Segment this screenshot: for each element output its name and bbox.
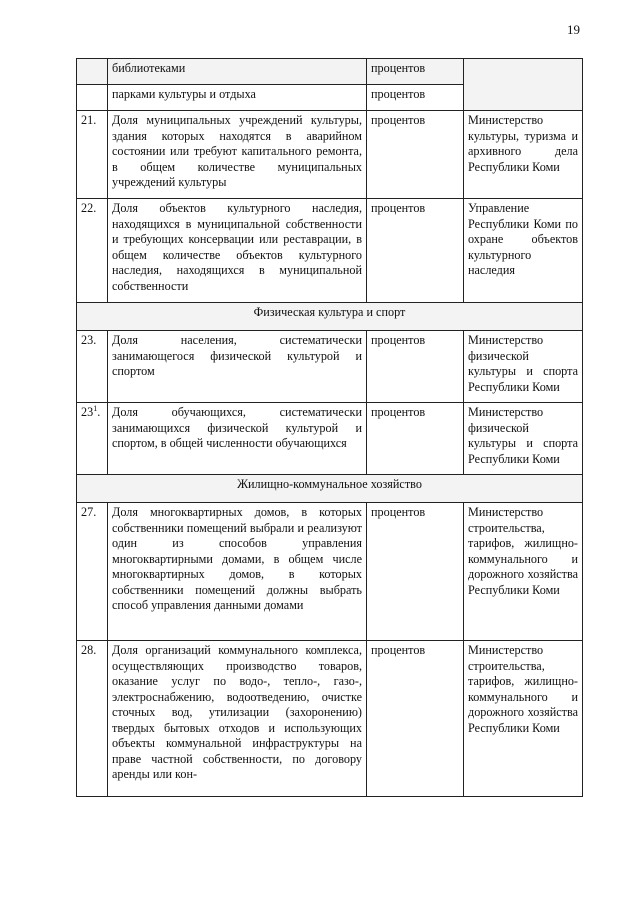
unit-of-measure: процентов: [367, 199, 464, 303]
responsible-body: Министерство культуры, туризма и архивного дела Республики Коми: [464, 111, 583, 199]
unit-of-measure: процентов: [367, 331, 464, 403]
indicator-description: Доля многоквартирных домов, в которых собственники помещений выбрали и реализуют один из способов управления многоквартирными домами, в общем числе многоквартирных домов, в которых собственники помещений должны выбрать способ управления данными домами: [108, 503, 367, 641]
table-row: [77, 503, 583, 641]
row-number: [77, 85, 108, 111]
section-header-row: [77, 475, 583, 503]
row-number: [77, 59, 108, 85]
row-number: 28.: [77, 641, 108, 797]
section-title: Жилищно-коммунальное хозяйство: [77, 475, 583, 503]
responsible-body: Министерство физической культуры и спорта Республики Коми: [464, 403, 583, 475]
indicator-description: парками культуры и отдыха: [108, 85, 367, 111]
table-row: [77, 199, 583, 303]
unit-of-measure: процентов: [367, 85, 464, 111]
unit-of-measure: процентов: [367, 641, 464, 797]
row-number: 23.: [77, 331, 108, 403]
table-row: [77, 403, 583, 475]
unit-of-measure: процентов: [367, 503, 464, 641]
indicator-description: Доля объектов культурного наследия, находящихся в муниципальной собственности и требующих консервации или реставрации, в общем количестве объектов культурного наследия, находящихся в муниципальной собственности: [108, 199, 367, 303]
table-row: [77, 331, 583, 403]
row-number-superscript: 1: [93, 403, 98, 413]
row-number-suffix: .: [97, 405, 101, 419]
indicators-table: [76, 58, 583, 797]
table-row: [77, 641, 583, 797]
section-title: Физическая культура и спорт: [77, 303, 583, 331]
indicator-description: библиотеками: [108, 59, 367, 85]
row-number: 27.: [77, 503, 108, 641]
indicator-description: Доля обучающихся, систематически занимающихся физической культурой и спортом, в общей численности обучающихся: [108, 403, 367, 475]
table-row: [77, 59, 583, 85]
unit-of-measure: процентов: [367, 59, 464, 85]
responsible-body: [464, 59, 583, 111]
indicator-description: Доля муниципальных учреждений культуры, здания которых находятся в аварийном состоянии или требуют капитального ремонта, в общем количестве муниципальных учреждений культуры: [108, 111, 367, 199]
row-number-main: 23: [81, 405, 94, 419]
responsible-body: Министерство строительства, тарифов, жилищно-коммунального и дорожного хозяйства Республики Коми: [464, 503, 583, 641]
section-header-row: [77, 303, 583, 331]
row-number: 21.: [77, 111, 108, 199]
table-row: [77, 111, 583, 199]
unit-of-measure: процентов: [367, 111, 464, 199]
responsible-body: Управление Республики Коми по охране объектов культурного наследия: [464, 199, 583, 303]
row-number: [77, 403, 108, 475]
indicator-description: Доля населения, систематически занимающегося физической культурой и спортом: [108, 331, 367, 403]
responsible-body: Министерство строительства, тарифов, жилищно-коммунального и дорожного хозяйства Республики Коми: [464, 641, 583, 797]
row-number: 22.: [77, 199, 108, 303]
responsible-body: Министерство физической культуры и спорта Республики Коми: [464, 331, 583, 403]
page-number: 19: [567, 22, 580, 37]
unit-of-measure: процентов: [367, 403, 464, 475]
indicator-description: Доля организаций коммунального комплекса, осуществляющих производство товаров, оказание услуг по водо-, тепло-, газо-, электроснабжению, водоотведению, очистке сточных вод, утилизации (захоронению) твердых бытовых отходов и использующих объекты коммунальной инфраструктуры на праве частной собственности, по договору аренды или кон-: [108, 641, 367, 797]
